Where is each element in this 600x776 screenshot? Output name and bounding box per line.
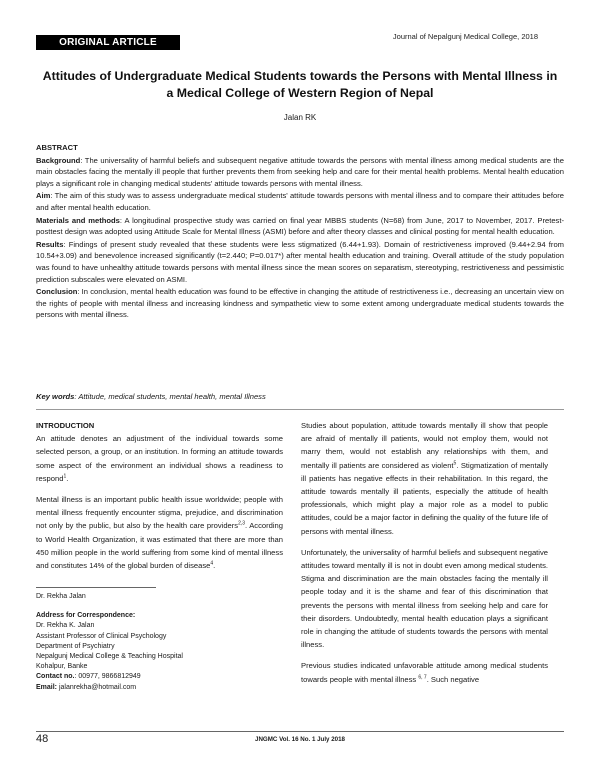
correspondence-label: Address for Correspondence: bbox=[36, 612, 136, 620]
divider bbox=[36, 409, 564, 410]
intro-paragraph-2: Mental illness is an important public health issue worldwide; people with mental illness frequently encounter stigma, prejudice, and discrimination not only by the public, but also by the health care providers$^{2,3}$. According to World Health Organization, it was estimated that there are more than 450 million people in the world suffering from some kind of mental illness and constitutes 14% of the global burden of disease$^4$. bbox=[36, 495, 283, 571]
author-line: Jalan RK bbox=[283, 113, 317, 122]
aim-label: Aim bbox=[36, 191, 51, 201]
page-number: 48 bbox=[36, 733, 49, 745]
email-link[interactable]: jalanrekha@hotmail.com bbox=[58, 683, 137, 691]
correspondence-dept: Department of Psychiatry bbox=[36, 642, 115, 650]
abstract-methods bbox=[36, 215, 564, 238]
abstract-heading: ABSTRACT bbox=[36, 143, 78, 152]
abstract-conclusion bbox=[36, 286, 564, 321]
footnote-author: Dr. Rekha Jalan bbox=[36, 593, 86, 600]
background-text: : The universality of harmful beliefs and subsequent negative attitude towards the persons with mental illness among medical students are the main obstacles facing the mentally ill people that further prevents them from seeking help and care for their mental health problems. Mental health education plays a significant role in changing medical students' attitude towards persons with mental illness. bbox=[36, 155, 564, 188]
right-column bbox=[301, 419, 548, 694]
abstract-results bbox=[36, 239, 564, 285]
keywords-text: : Attitude, medical students, mental health, mental Illness bbox=[74, 392, 266, 401]
results-label: Results bbox=[36, 239, 64, 249]
citation-ref: 2,3 bbox=[238, 520, 246, 527]
correspondence-email: Email: jalanrekha@hotmail.com bbox=[36, 683, 137, 691]
correspondence-college: Nepalgunj Medical College & Teaching Hospital bbox=[36, 653, 183, 661]
article-title bbox=[30, 68, 570, 102]
footnote-separator bbox=[36, 587, 156, 588]
conclusion-label: Conclusion bbox=[36, 287, 78, 297]
citation-ref: 5 bbox=[453, 460, 457, 467]
keywords bbox=[36, 392, 564, 401]
keywords-label: Key words bbox=[36, 392, 75, 401]
methods-label: Materials and methods bbox=[36, 215, 120, 225]
title-line-1: Attitudes of Undergraduate Medical Students towards the Persons with Mental Illness in bbox=[42, 69, 558, 83]
footer-citation: JNGMC Vol. 16 No. 1 July 2018 bbox=[255, 736, 345, 743]
correspondence-place: Kohalpur, Banke bbox=[36, 663, 88, 671]
abstract bbox=[36, 142, 564, 322]
right-paragraph-1: Studies about population, attitude towards mentally ill show that people are afraid of mentally ill patients, would not employ them, would not marry them, would not establish any relationships with them, and mentally ill patients are considered as violent$^5$. Stigmatization of mentally ill patients has negative effects in their rehabilitation. In this regard, the attitude towards mentally ill patients, especially the attitude of health professionals, which might play a major role as a model to public attitudes, could be a major factor in defining the quality of the future life of persons with mental illness. bbox=[301, 421, 548, 536]
intro-paragraph-1: An attitude denotes an adjustment of the individual towards some selected person, a group, or an institution. In forming an attitude towards some aspect of the environment an individual shows a readiness to respond$^1$. bbox=[36, 434, 283, 483]
background-label: Background bbox=[36, 155, 81, 165]
conclusion-text: : In conclusion, mental health education was found to be effective in changing the attitude of restrictiveness i.e., decreasing an uncertain view on the rights of people with mental illness and increasing kindness and sympathetic view to some extent among undergraduate medical students towards the persons with mental illness. bbox=[36, 287, 564, 320]
right-paragraph-3: Previous studies indicated unfavorable attitude among medical students towards people with mental illness $^{6, 7}$. Such negative bbox=[301, 661, 548, 684]
right-paragraph-2: Unfortunately, the universality of harmful beliefs and subsequent negative attitudes toward mentally ill is not in doubt even among medical students. Stigma and discrimination are the main obstacles facing the mentally ill people today and it is the shame and fear of this discrimination that prevents the persons with mental illness from seeking help and care for their disorders. Undoubtedly, mental health education plays a significant role in changing the attitude of students towards the persons with mental illness. bbox=[301, 547, 548, 650]
abstract-aim bbox=[36, 190, 564, 213]
abstract-background bbox=[36, 155, 564, 190]
footer-rule bbox=[36, 731, 564, 732]
correspondence-contact: Contact no.: 00977, 9866812949 bbox=[36, 673, 141, 681]
aim-text: : The aim of this study was to assess undergraduate medical students' attitude towards persons with mental illness and to compare their attitudes before and after mental health education. bbox=[36, 191, 564, 212]
citation-ref: 4 bbox=[210, 560, 214, 567]
correspondence-position: Assistant Professor of Clinical Psychology bbox=[36, 632, 167, 640]
methods-text: : A longitudinal prospective study was carried on final year MBBS students (N=68) from June, 2017 to November, 2017. Pretest- posttest design was adopted using Attitude Scale for Mental Illness (ASMI) before and after theory classes and clinical posting for mental health education. bbox=[36, 215, 564, 237]
results-text: : Findings of present study revealed that these students were less stigmatized (6.44+1.93). Domain of restrictiveness improved (9.44+2.94 from 10.54+3.09) and benevolence increased significantly (t=2.440; P=0.017*) after mental health education and training. Overall attitude of the study population was found to have unhealthy attitude towards persons with mental illness since the mean scores on separatism, stereotyping, restrictiveness and pessimistic prediction subscales were elevated on ASMI. bbox=[36, 239, 564, 284]
article-type-tag: ORIGINAL ARTICLE bbox=[36, 35, 180, 50]
title-line-2: a Medical College of Western Region of Nepal bbox=[166, 86, 434, 100]
journal-name: Journal of Nepalgunj Medical College, 2018 bbox=[392, 32, 538, 41]
intro-heading: INTRODUCTION bbox=[36, 421, 95, 430]
citation-ref: 6, 7 bbox=[418, 674, 427, 681]
citation-ref: 1 bbox=[63, 473, 67, 480]
author-footnote bbox=[36, 587, 283, 693]
left-column bbox=[36, 419, 283, 580]
correspondence-name: Dr. Rekha K. Jalan bbox=[36, 622, 95, 630]
